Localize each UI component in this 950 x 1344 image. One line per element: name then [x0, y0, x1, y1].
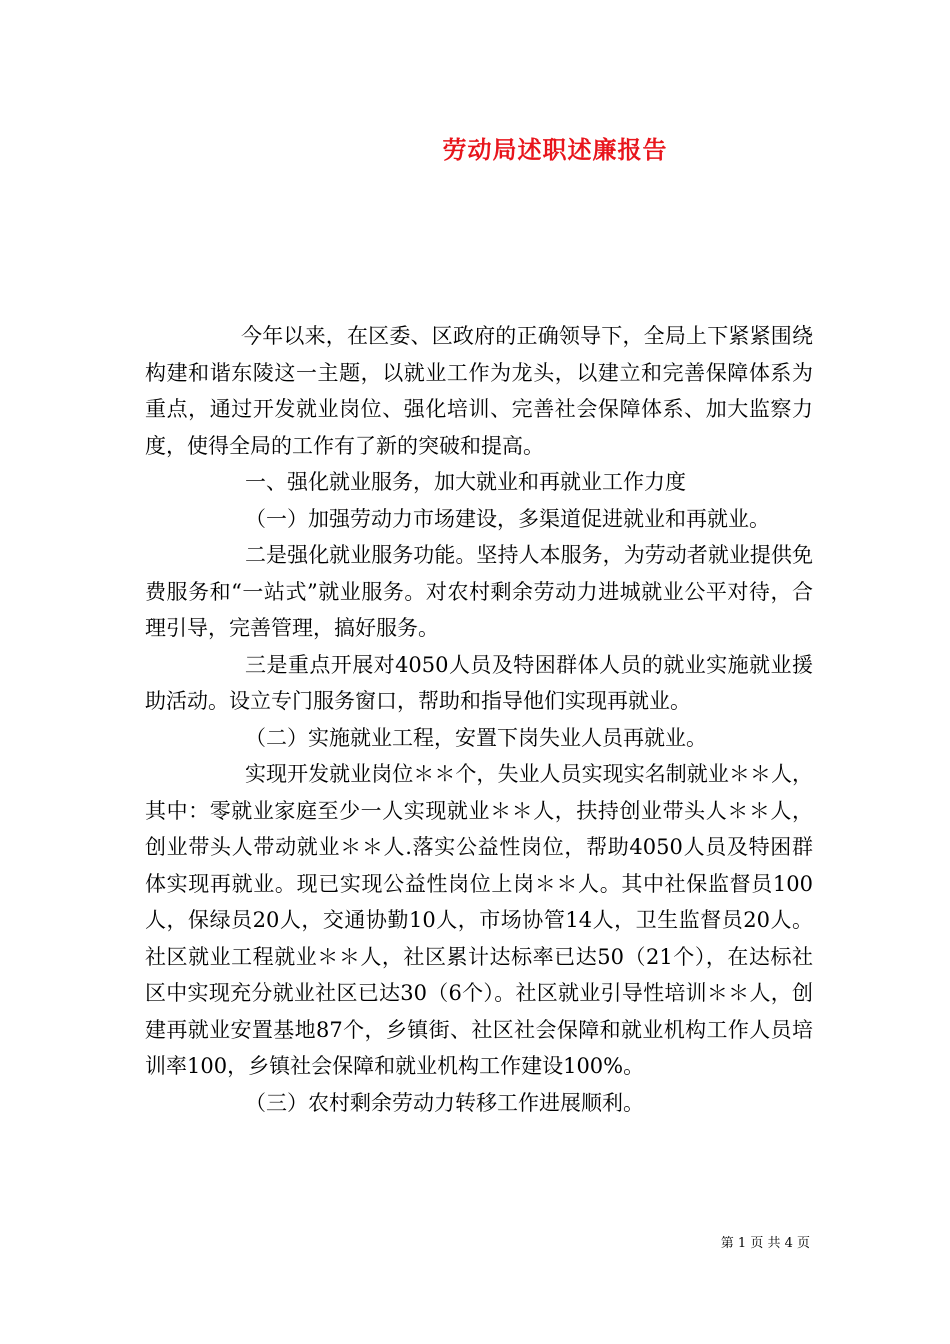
- paragraph-4050-assistance: 三是重点开展对4050人员及特困群体人员的就业实施就业援助活动。设立专门服务窗口，帮助和指导他们实现再就业。: [145, 652, 813, 713]
- page-number: 第 1 页 共 4 页: [720, 1236, 810, 1251]
- subsection-heading-1: （一）加强劳动力市场建设，多渠道促进就业和再就业。: [245, 506, 770, 531]
- paragraph-service-function: 二是强化就业服务功能。坚持人本服务，为劳动者就业提供免费服务和“一站式”就业服务。对农村剩余劳动力进城就业公平对待，合理引导，完善管理，搞好服务。: [145, 543, 813, 640]
- section-heading-1: 一、强化就业服务，加大就业和再就业工作力度: [245, 470, 686, 494]
- subsection-heading-2: （二）实施就业工程，安置下岗失业人员再就业。: [245, 725, 707, 750]
- subsection-heading-3: （三）农村剩余劳动力转移工作进展顺利。: [245, 1090, 644, 1115]
- document-body: [145, 318, 813, 1121]
- document-title: 劳动局述职述廉报告: [442, 136, 668, 164]
- paragraph-employment-results: 实现开发就业岗位＊＊个，失业人员实现实名制就业＊＊人，其中：零就业家庭至少一人实现就业＊＊人，扶持创业带头人＊＊人，创业带头人带动就业＊＊人.落实公益性岗位，帮助4050人员及特困群体实现再就业。现已实现公益性岗位上岗＊＊人。其中社保监督员100人，保绿员20人，交通协勤10人，市场协管14人，卫生监督员20人。社区就业工程就业＊＊人，社区累计达标率已达50（21个），在达标社区中实现充分就业社区已达30（6个）。社区就业引导性培训＊＊人，创建再就业安置基地87个，乡镇街、社区社会保障和就业机构工作人员培训率100，乡镇社会保障和就业机构工作建设100%。: [145, 762, 813, 1078]
- paragraph-intro: 今年以来，在区委、区政府的正确领导下，全局上下紧紧围绕构建和谐东陵这一主题，以就业工作为龙头，以建立和完善保障体系为重点，通过开发就业岗位、强化培训、完善社会保障体系、加大监察力度，使得全局的工作有了新的突破和提高。: [145, 324, 813, 458]
